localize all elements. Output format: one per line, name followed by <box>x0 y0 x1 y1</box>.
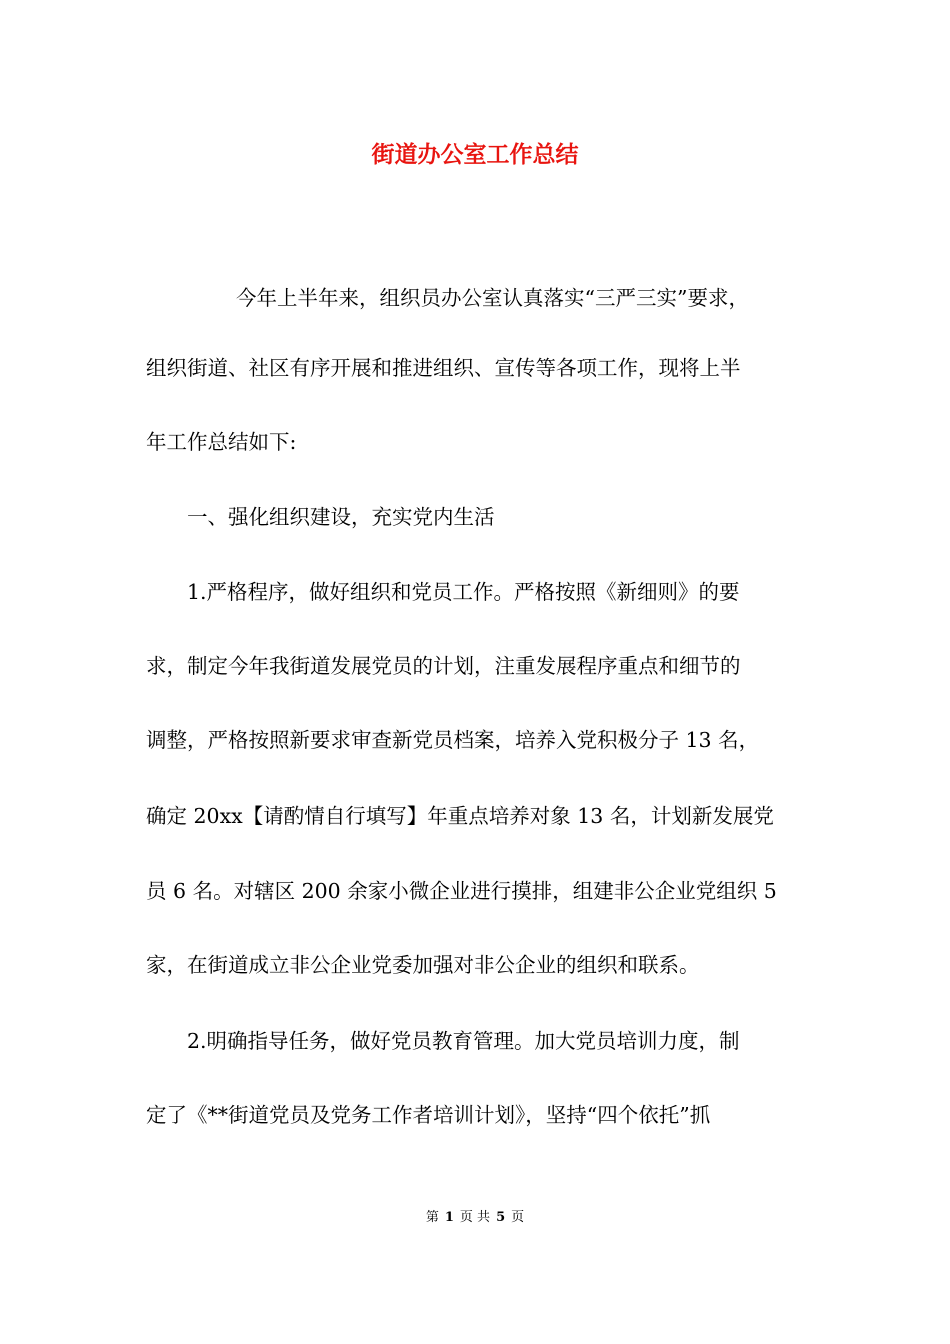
footer-suffix: 页 <box>511 1210 525 1225</box>
paragraph-line: 调整，严格按照新要求审查新党员档案，培养入党积极分子 13 名， <box>146 728 760 752</box>
page-footer <box>0 1208 950 1228</box>
paragraph-line: 定了《**街道党员及党务工作者培训计划》，坚持“四个依托”抓 <box>146 1103 711 1127</box>
section-heading: 一、强化组织建设，充实党内生活 <box>187 505 495 529</box>
current-page-number: 1 <box>444 1210 454 1225</box>
paragraph-line: 2.明确指导任务，做好党员教育管理。加大党员培训力度，制 <box>187 1029 740 1053</box>
paragraph-line: 家，在街道成立非公企业党委加强对非公企业的组织和联系。 <box>146 953 700 977</box>
paragraph-line: 确定 20xx【请酌情自行填写】年重点培养对象 13 名，计划新发展党 <box>146 804 774 828</box>
paragraph-line: 1.严格程序，做好组织和党员工作。严格按照《新细则》的要 <box>187 580 740 604</box>
paragraph-line: 求，制定今年我街道发展党员的计划，注重发展程序重点和细节的 <box>146 654 741 678</box>
paragraph-line: 今年上半年来，组织员办公室认真落实“三严三实”要求， <box>236 286 749 310</box>
footer-middle: 页 共 <box>459 1210 491 1225</box>
total-pages-number: 5 <box>496 1210 506 1225</box>
footer-prefix: 第 <box>425 1210 439 1225</box>
paragraph-line: 组织街道、社区有序开展和推进组织、宣传等各项工作，现将上半 <box>146 356 741 380</box>
paragraph-line: 员 6 名。对辖区 200 余家小微企业进行摸排，组建非公企业党组织 5 <box>146 879 777 903</box>
paragraph-line: 年工作总结如下: <box>146 430 297 454</box>
document-title: 街道办公室工作总结 <box>371 142 579 168</box>
